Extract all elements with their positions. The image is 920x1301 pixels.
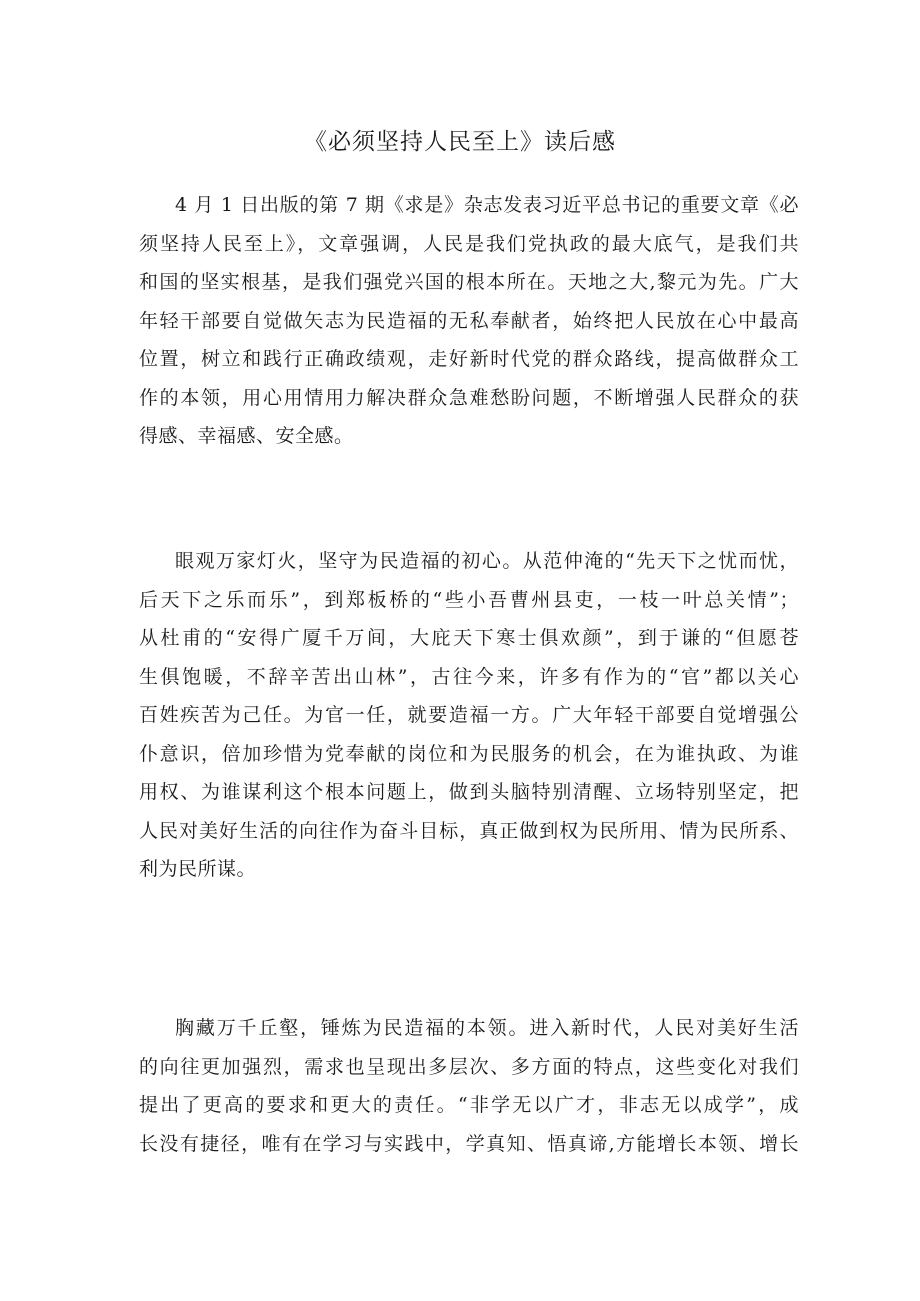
paragraph-line: 用权、为谁谋利这个根本问题上，做到头脑特别清醒、立场特别坚定，把 bbox=[139, 781, 799, 803]
paragraph-line: 胸藏万千丘壑，锤炼为民造福的本领。进入新时代，人民对美好生活 bbox=[175, 1017, 799, 1039]
paragraph-line: 年轻干部要自觉做矢志为民造福的无私奉献者，始终把人民放在心中最高 bbox=[139, 309, 799, 332]
paragraph-line: 和国的坚实根基，是我们强党兴国的根本所在。天地之大,黎元为先。广大 bbox=[139, 271, 799, 293]
paragraph-line: 百姓疾苦为己任。为官一任，就要造福一方。广大年轻干部要自觉增强公 bbox=[139, 704, 799, 726]
page-title: 《必须坚持人民至上》读后感 bbox=[304, 129, 616, 155]
paragraph-line: 长没有捷径，唯有在学习与实践中，学真知、悟真谛,方能增长本领、增长 bbox=[139, 1132, 799, 1155]
paragraph-line: 从杜甫的“安得广厦千万间，大庇天下寒士俱欢颜”，到于谦的“但愿苍 bbox=[139, 627, 799, 649]
paragraph-line: 4 月 1 日出版的第 7 期《求是》杂志发表习近平总书记的重要文章《必 bbox=[175, 194, 799, 216]
paragraph-1 bbox=[139, 186, 799, 456]
paragraph-line: 人民对美好生活的向往作为奋斗目标，真正做到权为民所用、情为民所系、 bbox=[139, 819, 799, 842]
paragraph-line: 生俱饱暖，不辞辛苦出山林”，古往今来，许多有作为的“官”都以关心 bbox=[139, 665, 799, 688]
paragraph-3 bbox=[139, 1009, 799, 1163]
paragraph-line: 的向往更加强烈，需求也呈现出多层次、多方面的特点，这些变化对我们 bbox=[139, 1055, 799, 1078]
paragraph-line: 眼观万家灯火，坚守为民造福的初心。从范仲淹的“先天下之忧而忧， bbox=[175, 550, 799, 572]
paragraph-line: 提出了更高的要求和更大的责任。“非学无以广才，非志无以成学”，成 bbox=[139, 1094, 799, 1116]
paragraph-line: 仆意识，倍加珍惜为党奉献的岗位和为民服务的机会，在为谁执政、为谁 bbox=[139, 742, 799, 765]
paragraph-line: 作的本领，用心用情用力解决群众急难愁盼问题，不断增强人民群众的获 bbox=[139, 386, 799, 409]
paragraph-line: 须坚持人民至上》，文章强调，人民是我们党执政的最大底气，是我们共 bbox=[139, 232, 799, 255]
paragraph-line: 利为民所谋。 bbox=[139, 858, 257, 880]
paragraph-line: 后天下之乐而乐”，到郑板桥的“些小吾曹州县吏，一枝一叶总关情”； bbox=[139, 588, 799, 611]
paragraph-2 bbox=[139, 542, 799, 889]
paragraph-line: 位置，树立和践行正确政绩观，走好新时代党的群众路线，提高做群众工 bbox=[139, 348, 799, 370]
paragraph-line: 得感、幸福感、安全感。 bbox=[139, 425, 354, 447]
